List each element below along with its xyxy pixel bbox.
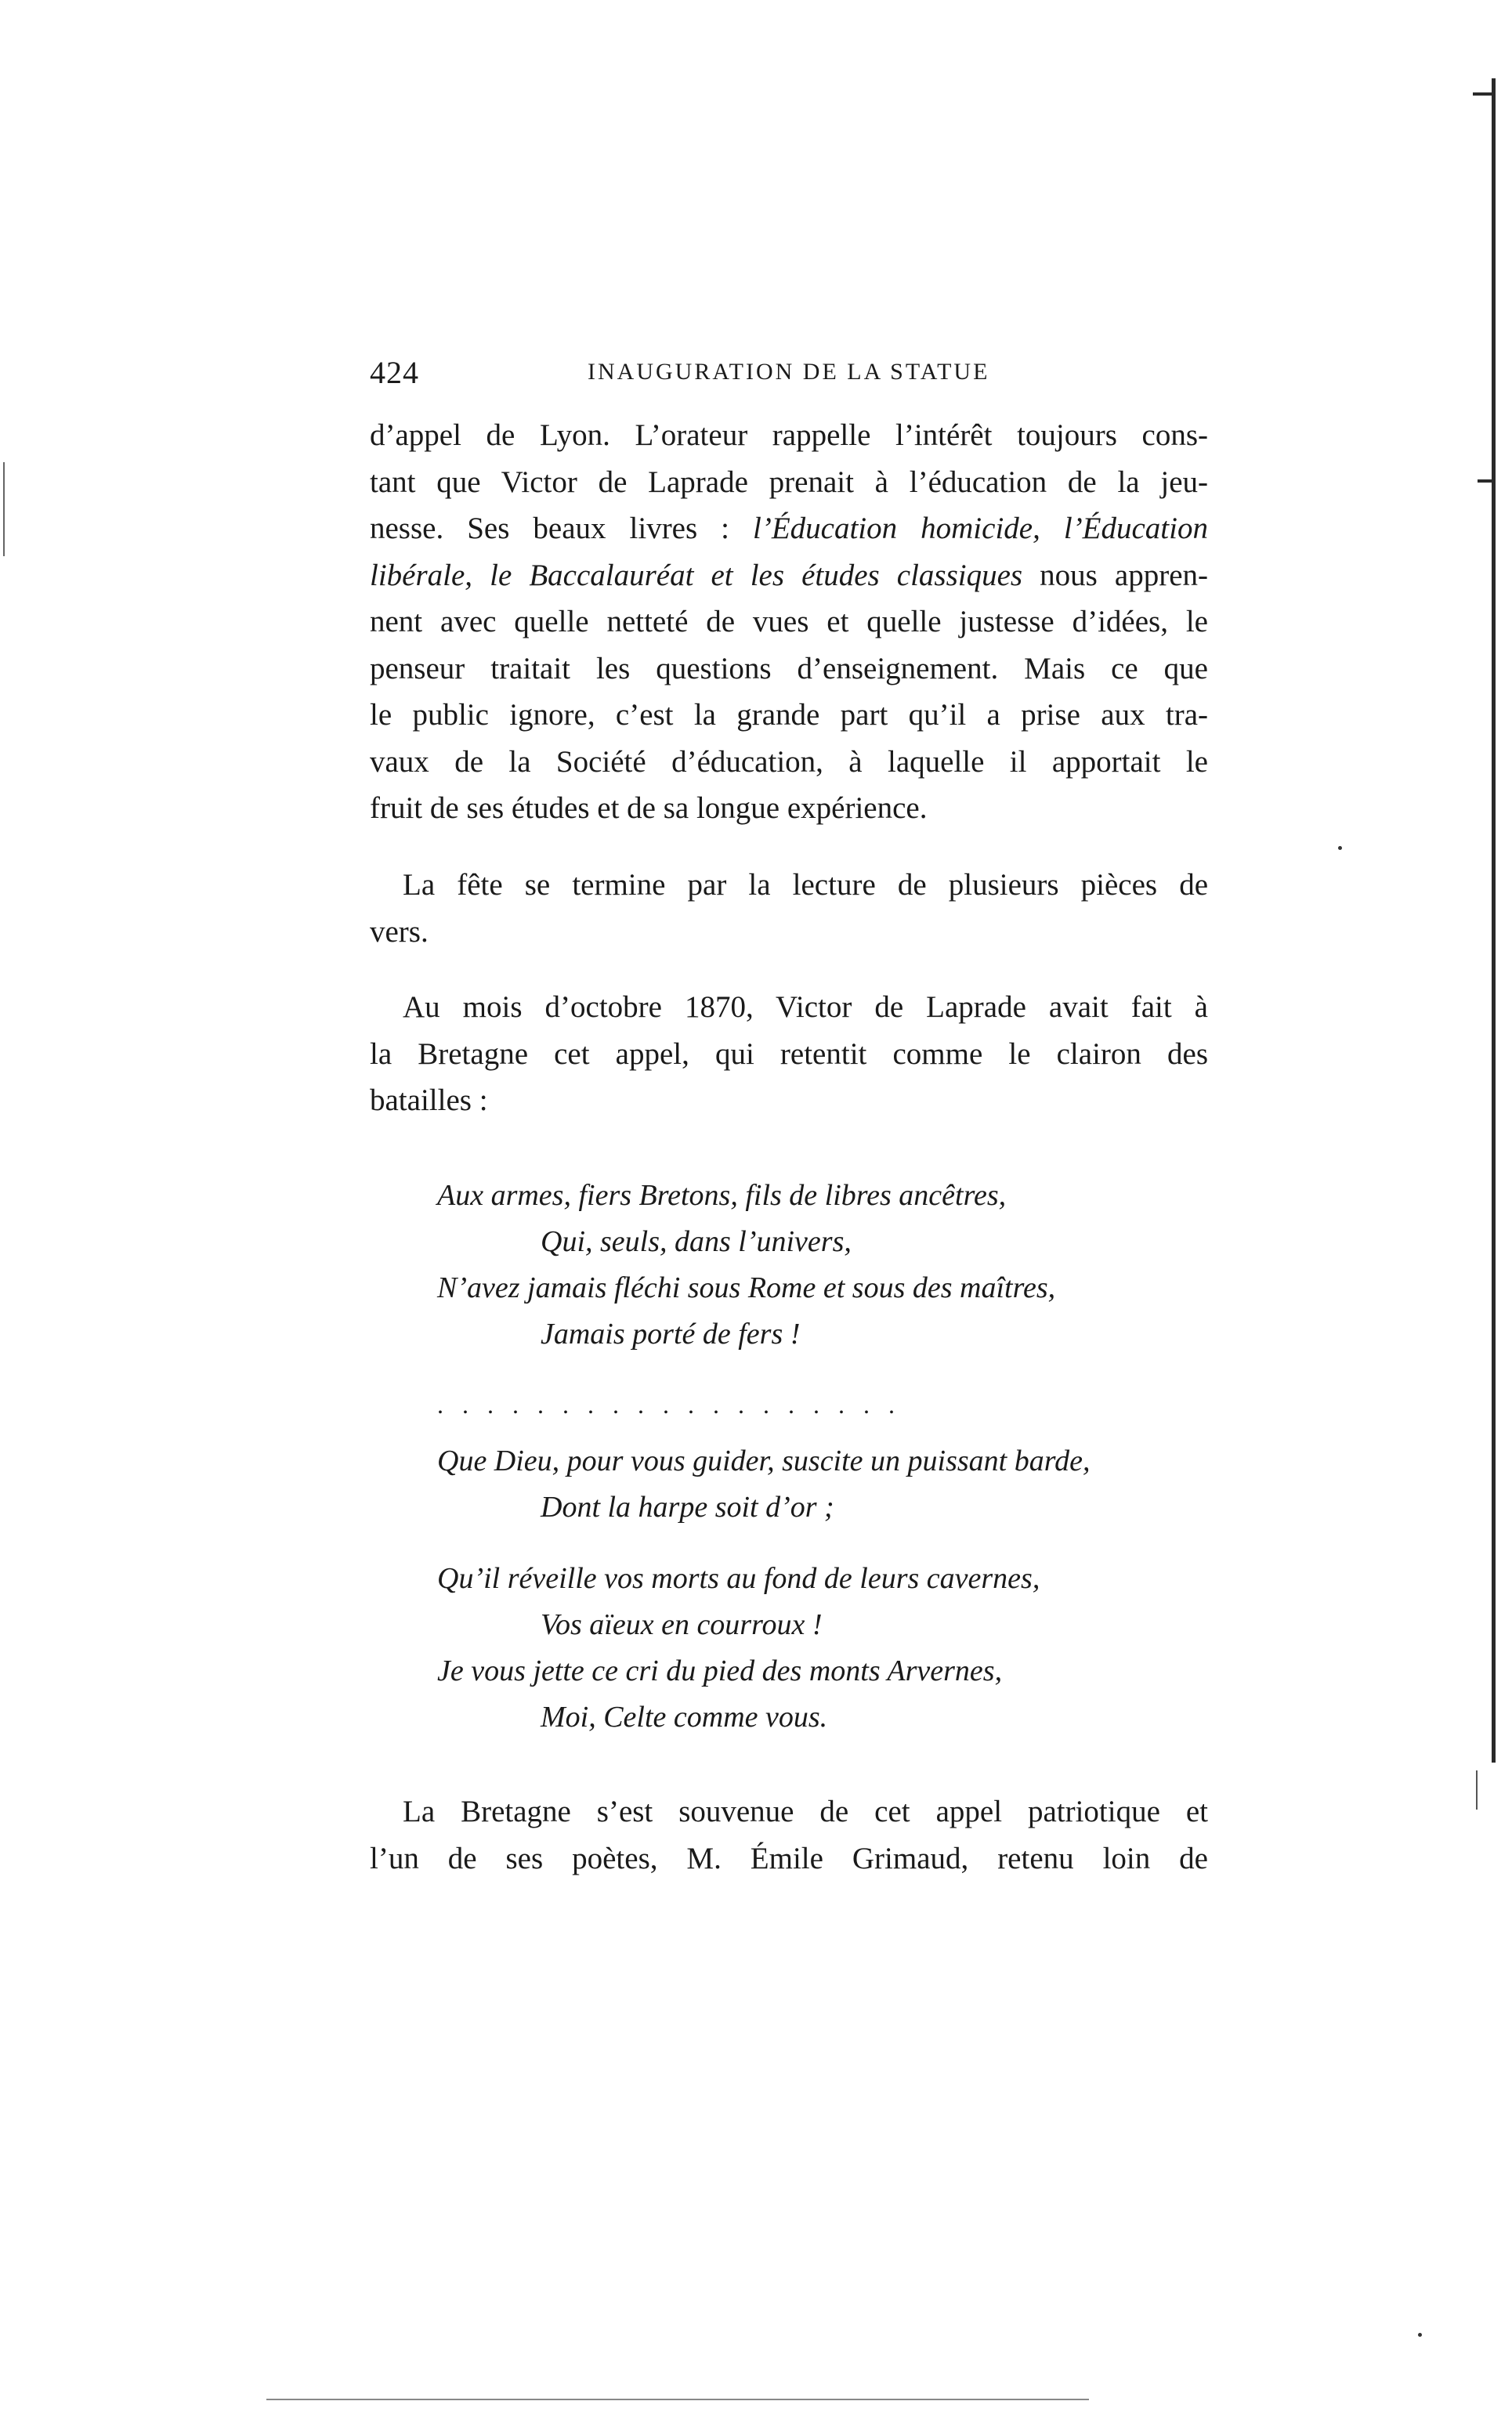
paragraph-3 <box>370 984 1208 1124</box>
text-line: La fête se termine par la lecture de plusieurs pièces de <box>403 868 1208 902</box>
verse-line: Dont la harpe soit d’or ; <box>541 1491 834 1524</box>
scan-edge-line <box>1492 78 1496 1763</box>
text-line: le public ignore, c’est la grande part qu’il a prise aux tra- <box>370 698 1208 732</box>
text-line: La Bretagne s’est souvenue de cet appel patriotique et <box>403 1795 1208 1828</box>
text-line: d’appel de Lyon. L’orateur rappelle l’intérêt toujours cons- <box>370 418 1208 452</box>
poem-stanza-2 <box>437 1438 1090 1531</box>
page-number: 424 <box>370 355 419 390</box>
verse-line: Moi, Celte comme vous. <box>541 1701 828 1734</box>
text-line: la Bretagne cet appel, qui retentit comme le clairon des <box>370 1036 1208 1071</box>
verse-line: Jamais porté de fers ! <box>541 1318 801 1351</box>
poem-stanza-3 <box>437 1556 1040 1741</box>
text-line: nent avec quelle netteté de vues et quelle justesse d’idées, le <box>370 605 1208 638</box>
running-head: INAUGURATION DE LA STATUE <box>588 359 990 385</box>
text-line <box>370 505 1208 552</box>
text-line: l’un de ses poètes, M. Émile Grimaud, retenu loin de <box>370 1841 1208 1875</box>
text-line: fruit de ses études et de sa longue expérience. <box>370 791 928 825</box>
verse-line: Qu’il réveille vos morts au fond de leurs cavernes, <box>437 1562 1040 1595</box>
paragraph-2 <box>370 862 1208 955</box>
verse-line: Aux armes, fiers Bretons, fils de libres ancêtres, <box>437 1179 1007 1212</box>
verse-ellipsis: ................... <box>437 1390 913 1419</box>
scan-edge-tick <box>1473 92 1495 96</box>
text-line: penseur traitait les questions d’enseignement. Mais ce que <box>370 651 1208 685</box>
text-line: Au mois d’octobre 1870, Victor de Laprade avait fait à <box>403 990 1208 1024</box>
text-line <box>370 552 1208 599</box>
verse-line: Que Dieu, pour vous guider, suscite un puissant barde, <box>437 1445 1091 1477</box>
book-title-italic: libérale, le Baccalauréat et les études classiques <box>370 558 1023 592</box>
text-run: nesse. Ses beaux livres : <box>370 512 754 545</box>
book-title-italic: l’Éducation homicide, l’Éducation <box>753 512 1208 545</box>
scan-speck <box>1418 2333 1422 2337</box>
verse-line: Qui, seuls, dans l’univers, <box>541 1225 852 1258</box>
verse-line: N’avez jamais fléchi sous Rome et sous des maîtres, <box>437 1271 1056 1304</box>
paragraph-1 <box>370 412 1208 832</box>
text-line: batailles : <box>370 1083 488 1117</box>
scan-edge-line-lower <box>1476 1770 1478 1810</box>
paragraph-4 <box>370 1788 1208 1882</box>
scan-bottom-rule <box>266 2399 1089 2400</box>
verse-line: Je vous jette ce cri du pied des monts Arvernes, <box>437 1654 1003 1687</box>
text-run: nous appren- <box>1022 558 1208 592</box>
scan-edge-line-left <box>3 462 5 556</box>
page-header <box>370 354 1192 393</box>
poem-stanza-1 <box>437 1173 1055 1358</box>
scan-edge-tick <box>1478 479 1493 483</box>
text-line: vers. <box>370 914 429 949</box>
text-line: tant que Victor de Laprade prenait à l’éducation de la jeu- <box>370 465 1208 499</box>
scan-speck <box>1338 846 1342 850</box>
text-line: vaux de la Société d’éducation, à laquelle il apportait le <box>370 744 1208 779</box>
verse-line: Vos aïeux en courroux ! <box>541 1608 823 1641</box>
